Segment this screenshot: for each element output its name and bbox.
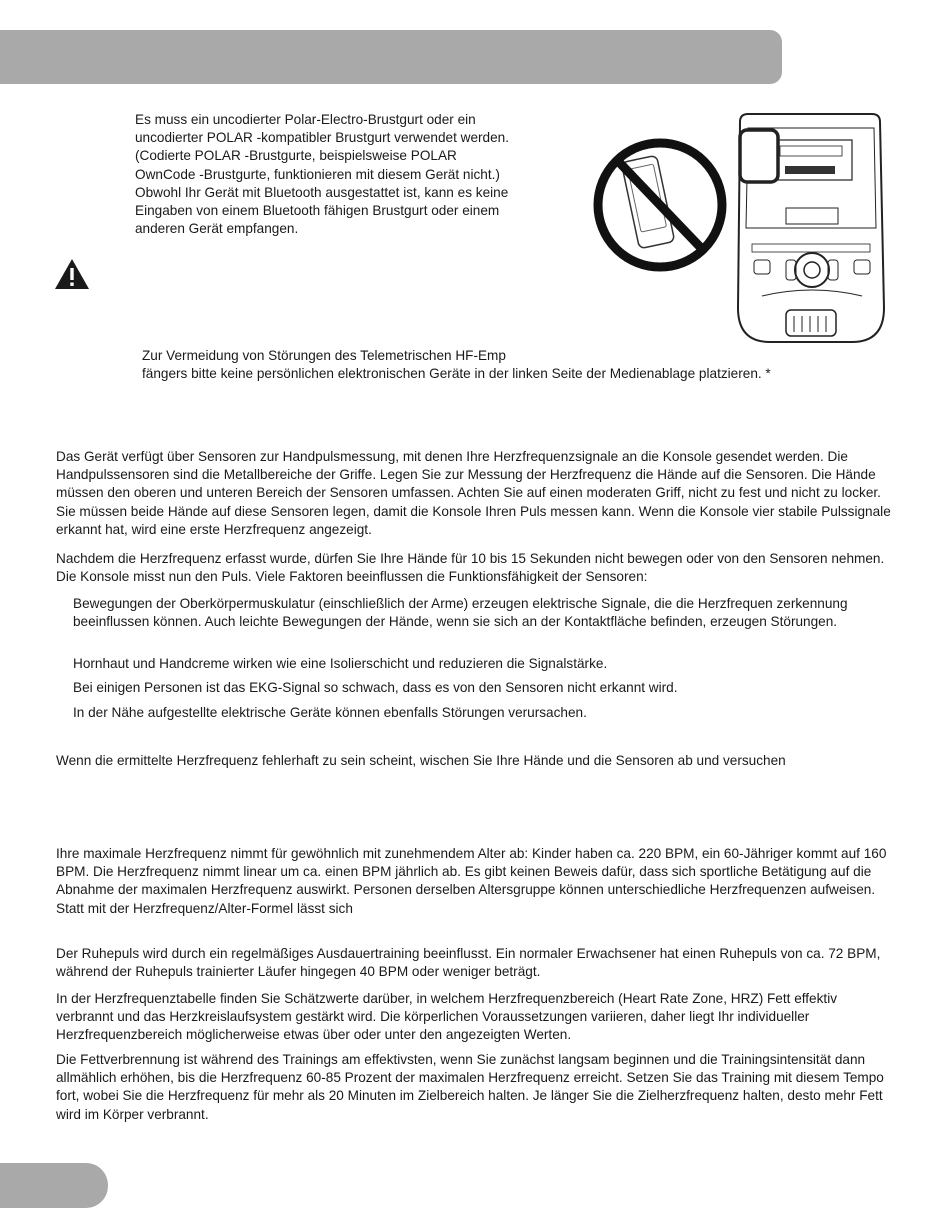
body-paragraph: Wenn die ermittelte Herzfrequenz fehlerhaft zu sein scheint, wischen Sie Ihre Hände und die Sensoren ab und versuchen (56, 753, 786, 768)
body-paragraph: Die Fettverbrennung ist während des Trainings am effektivsten, wenn Sie zunächst langsam beginnen und die Trainingsintensität dann allmählich erhöhen, bis die Herzfrequenz 60-85 Prozent der maximalen Herzfrequenz erreicht. Setzen Sie das Training mit diesem Tempo fort, wobei Sie die Herzfrequenz für mehr als 20 Minuten im Zielbereich halten. Je länger Sie die Zielherzfrequenz halten, desto mehr Fett wird im Körper verbrannt. (56, 1052, 884, 1122)
page-number-tab (0, 1163, 108, 1208)
warning-line: OwnCode -Brustgurte, funktionieren mit diesem Gerät nicht.) (135, 166, 500, 182)
warning-line: Eingaben von einem Bluetooth fähigen Brustgurt oder einem (135, 203, 500, 219)
console-illustration (590, 108, 890, 348)
body-paragraph: Nachdem die Herzfrequenz erfasst wurde, dürfen Sie Ihre Hände für 10 bis 15 Sekunden nicht bewegen oder von den Sensoren nehmen. Die Konsole misst nun den Puls. Viele Faktoren beeinflussen die Funktionsfähigkeit der Sensoren: (56, 551, 885, 585)
warning-line: Obwohl Ihr Gerät mit Bluetooth ausgestattet ist, kann es keine (135, 184, 509, 200)
header-bar (0, 30, 782, 84)
warning-line: (Codierte POLAR -Brustgurte, beispielsweise POLAR (135, 148, 457, 164)
list-item: Bewegungen der Oberkörpermuskulatur (einschließlich der Arme) erzeugen elektrische Signale, die die Herzfrequen zerkennung beeinflussen können. Auch leichte Bewegungen der Hände, wenn sie sich an der Kontaktfläche befinden, erzeugen Störungen. (73, 596, 848, 630)
list-item: In der Nähe aufgestellte elektrische Geräte können ebenfalls Störungen verursachen. (73, 705, 587, 720)
chest-strap-warning (135, 111, 575, 238)
body-paragraph: In der Herzfrequenztabelle finden Sie Schätzwerte darüber, in welchem Herzfrequenzbereich (Heart Rate Zone, HRZ) Fett effektiv verbrannt und das Herzkreislaufsystem gestärkt wird. Die körperlichen Voraussetzungen variieren, daher liegt Ihr individueller Herzfrequenzbereich möglicherweise etwas über oder unter den angezeigten Werten. (56, 991, 838, 1043)
no-phone-prohibition-icon (598, 143, 722, 267)
list-item: Bei einigen Personen ist das EKG-Signal so schwach, dass es von den Sensoren nicht erkannt wird. (73, 680, 678, 695)
body-paragraph: Das Gerät verfügt über Sensoren zur Handpulsmessung, mit denen Ihre Herzfrequenzsignale an die Konsole gesendet werden. Die Handpulssensoren sind die Metallbereiche der Griffe. Legen Sie zur Messung der Herzfrequenz die Hände auf die Sensoren. Die Hände müssen den oberen und unteren Bereich der Sensoren umfassen. Achten Sie auf einen moderaten Griff, nicht zu fest und nicht zu locker. Sie müssen beide Hände auf diese Sensoren legen, damit die Konsole Ihren Puls messen kann. Wenn die Konsole vier stabile Pulssignale erkannt hat, wird eine erste Herzfrequenz angezeigt. (56, 449, 891, 537)
interference-note (142, 347, 902, 383)
warning-line: Es muss ein uncodierter Polar-Electro-Brustgurt oder ein (135, 112, 476, 127)
note-line: fängers bitte keine persönlichen elektronischen Geräte in der linken Seite der Medienablage platzieren. * (142, 366, 771, 382)
body-paragraph: Der Ruhepuls wird durch ein regelmäßiges Ausdauertraining beeinflusst. Ein normaler Erwachsener hat einen Ruhepuls von ca. 72 BPM, während der Ruhepuls trainierter Läufer hingegen 40 BPM oder weniger beträgt. (56, 946, 881, 980)
console-display-icon (738, 114, 884, 342)
warning-triangle-icon (54, 258, 90, 290)
warning-line: anderen Gerät empfangen. (135, 221, 299, 237)
note-line: Zur Vermeidung von Störungen des Telemetrischen HF-Emp (142, 348, 506, 363)
list-item: Hornhaut und Handcreme wirken wie eine Isolierschicht und reduzieren die Signalstärke. (73, 656, 608, 671)
warning-line: uncodierter POLAR -kompatibler Brustgurt verwendet werden. (135, 130, 510, 146)
body-paragraph: Ihre maximale Herzfrequenz nimmt für gewöhnlich mit zunehmendem Alter ab: Kinder haben ca. 220 BPM, ein 60-Jähriger kommt auf 160 BPM. Die Herzfrequenz nimmt linear um ca. einen BPM jährlich ab. Es gibt keinen Beweis dafür, dass sich sportliche Betätigung auf die Abnahme der maximalen Herzfrequenz auswirkt. Personen derselben Altersgruppe können unterschiedliche Herzfrequenzen aufweisen. Statt mit der Herzfrequenz/Alter-Formel lässt sich (56, 846, 887, 916)
